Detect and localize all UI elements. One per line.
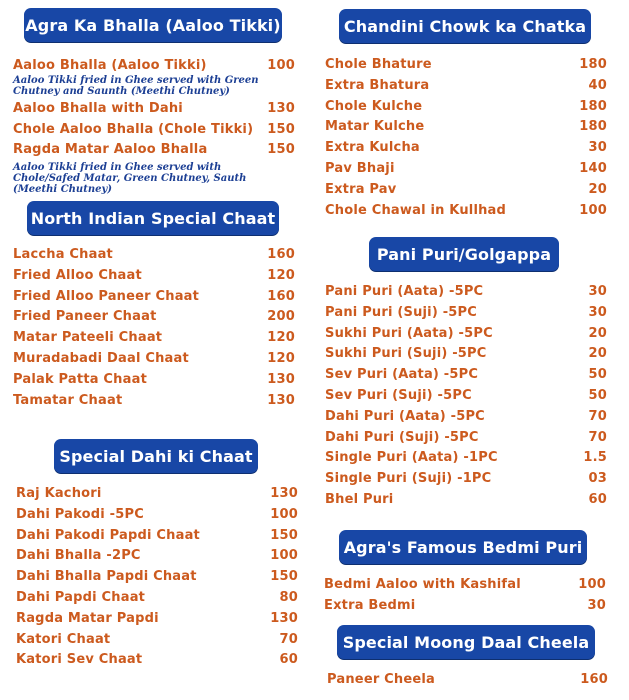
menu-item bbox=[13, 266, 295, 287]
item-name: Extra Pav bbox=[325, 181, 397, 197]
item-name: Dahi Pakodi Papdi Chaat bbox=[16, 527, 200, 543]
section-chandini-chowk bbox=[325, 55, 607, 221]
item-name: Muradabadi Daal Chaat bbox=[13, 350, 189, 366]
item-name: Extra Bedmi bbox=[324, 597, 416, 613]
item-description: Aaloo Tikki fried in Ghee served with Green Chutney and Saunth (Meethi Chutney) bbox=[13, 74, 259, 97]
item-name: Fried Alloo Paneer Chaat bbox=[13, 288, 200, 304]
section-header-agra-bhalla: Agra Ka Bhalla (Aaloo Tikki) bbox=[24, 8, 282, 42]
item-price: 30 bbox=[588, 140, 607, 156]
item-price: 120 bbox=[267, 267, 295, 283]
menu-item bbox=[325, 469, 607, 490]
item-name: Matar Kulche bbox=[325, 119, 425, 135]
menu-item bbox=[16, 484, 298, 505]
item-name: Pani Puri (Aata) -5PC bbox=[325, 284, 484, 299]
section-moong-cheela bbox=[327, 670, 608, 691]
item-name: Chole Aaloo Bhalla (Chole Tikki) bbox=[13, 121, 254, 137]
menu-item bbox=[325, 180, 607, 201]
section-header-moong-cheela: Special Moong Daal Cheela bbox=[337, 625, 595, 659]
item-price: 160 bbox=[580, 672, 608, 687]
item-name: Matar Pateeli Chaat bbox=[13, 330, 163, 346]
item-price: 1.5 bbox=[583, 450, 607, 466]
menu-item bbox=[325, 76, 607, 97]
item-name: Single Puri (Suji) -1PC bbox=[325, 471, 492, 487]
item-price: 40 bbox=[588, 77, 607, 93]
menu-item bbox=[16, 546, 298, 567]
section-north-indian bbox=[13, 245, 295, 411]
item-price: 160 bbox=[267, 247, 295, 262]
item-price: 160 bbox=[267, 288, 295, 304]
menu-item bbox=[16, 526, 298, 547]
item-price: 03 bbox=[588, 471, 607, 487]
item-price: 70 bbox=[279, 631, 298, 647]
item-name: Dahi Bhalla -2PC bbox=[16, 548, 141, 564]
item-price: 70 bbox=[588, 429, 607, 445]
menu-item bbox=[325, 117, 607, 138]
item-name: Dahi Pakodi -5PC bbox=[16, 506, 144, 522]
item-price: 100 bbox=[578, 577, 606, 592]
item-name: Dahi Puri (Aata) -5PC bbox=[325, 408, 485, 424]
menu-item bbox=[13, 349, 295, 370]
item-price: 60 bbox=[279, 652, 298, 668]
item-price: 80 bbox=[279, 589, 298, 605]
item-price: 120 bbox=[267, 350, 295, 366]
item-name: Single Puri (Aata) -1PC bbox=[325, 450, 498, 466]
item-price: 180 bbox=[579, 57, 607, 72]
menu-item bbox=[16, 630, 298, 651]
item-price: 150 bbox=[270, 569, 298, 585]
menu-item bbox=[325, 428, 607, 449]
menu-item bbox=[13, 307, 295, 328]
item-price: 100 bbox=[270, 506, 298, 522]
menu-item bbox=[324, 596, 606, 617]
menu-item bbox=[16, 650, 298, 671]
section-bedmi-puri bbox=[324, 575, 606, 617]
item-price: 120 bbox=[267, 330, 295, 346]
menu-item bbox=[325, 159, 607, 180]
item-price: 150 bbox=[267, 142, 295, 158]
item-price: 50 bbox=[588, 367, 607, 383]
item-price: 30 bbox=[588, 304, 607, 320]
menu-item bbox=[16, 588, 298, 609]
menu-item bbox=[13, 245, 295, 266]
section-pani-puri bbox=[325, 282, 607, 511]
item-price: 100 bbox=[270, 548, 298, 564]
menu-item bbox=[324, 575, 606, 596]
menu-item bbox=[325, 282, 607, 303]
item-name: Fried Alloo Chaat bbox=[13, 267, 142, 283]
item-name: Paneer Cheela bbox=[327, 672, 436, 687]
item-price: 130 bbox=[270, 610, 298, 626]
menu-item bbox=[16, 567, 298, 588]
menu-item bbox=[325, 344, 607, 365]
item-price: 200 bbox=[267, 309, 295, 325]
menu-item bbox=[13, 287, 295, 308]
item-name: Raj Kachori bbox=[16, 486, 102, 501]
item-name: Chole Kulche bbox=[325, 98, 423, 114]
item-name: Fried Paneer Chaat bbox=[13, 309, 157, 325]
item-name: Dahi Bhalla Papdi Chaat bbox=[16, 569, 197, 585]
item-price: 60 bbox=[588, 491, 607, 507]
menu-item bbox=[325, 138, 607, 159]
menu-item bbox=[13, 391, 295, 412]
item-name: Ragda Matar Papdi bbox=[16, 610, 159, 626]
item-name: Katori Sev Chaat bbox=[16, 652, 143, 668]
item-price: 20 bbox=[588, 346, 607, 362]
item-name: Katori Chaat bbox=[16, 631, 111, 647]
item-price: 150 bbox=[267, 121, 295, 137]
item-name: Ragda Matar Aaloo Bhalla bbox=[13, 142, 208, 158]
item-name: Laccha Chaat bbox=[13, 247, 113, 262]
item-price: 30 bbox=[587, 597, 606, 613]
section-agra-bhalla bbox=[13, 56, 295, 197]
item-name: Dahi Papdi Chaat bbox=[16, 589, 146, 605]
item-price: 180 bbox=[579, 98, 607, 114]
item-name: Aaloo Bhalla (Aaloo Tikki) bbox=[13, 58, 207, 73]
item-price: 150 bbox=[270, 527, 298, 543]
section-header-north-indian: North Indian Special Chaat bbox=[27, 201, 279, 235]
item-price: 130 bbox=[267, 100, 295, 116]
item-price: 30 bbox=[588, 284, 607, 299]
menu-item bbox=[325, 97, 607, 118]
menu-item bbox=[13, 328, 295, 349]
item-price: 20 bbox=[588, 181, 607, 197]
item-price: 180 bbox=[579, 119, 607, 135]
menu-item bbox=[325, 303, 607, 324]
menu-item bbox=[325, 386, 607, 407]
section-dahi-chaat bbox=[16, 484, 298, 671]
item-name: Sev Puri (Aata) -5PC bbox=[325, 367, 479, 383]
item-name: Extra Kulcha bbox=[325, 140, 420, 156]
item-name: Dahi Puri (Suji) -5PC bbox=[325, 429, 479, 445]
item-price: 50 bbox=[588, 387, 607, 403]
menu-item bbox=[16, 505, 298, 526]
item-name: Tamatar Chaat bbox=[13, 392, 123, 408]
menu-item bbox=[325, 490, 607, 511]
item-price: 100 bbox=[267, 58, 295, 73]
item-price: 130 bbox=[267, 371, 295, 387]
menu-item bbox=[325, 201, 607, 222]
menu-item bbox=[325, 448, 607, 469]
menu-item bbox=[325, 55, 607, 76]
menu-item bbox=[13, 140, 295, 161]
item-name: Aaloo Bhalla with Dahi bbox=[13, 100, 183, 116]
menu-item bbox=[13, 56, 295, 77]
item-name: Chole Bhature bbox=[325, 57, 432, 72]
section-header-bedmi-puri: Agra's Famous Bedmi Puri bbox=[339, 530, 587, 564]
item-name: Sukhi Puri (Aata) -5PC bbox=[325, 325, 493, 341]
menu-item bbox=[325, 407, 607, 428]
menu-item bbox=[327, 670, 608, 691]
item-name: Pav Bhaji bbox=[325, 160, 395, 176]
section-header-dahi-chaat: Special Dahi ki Chaat bbox=[54, 439, 258, 473]
item-price: 70 bbox=[588, 408, 607, 424]
menu-item bbox=[13, 120, 295, 141]
item-name: Bedmi Aaloo with Kashifal bbox=[324, 577, 521, 592]
menu-item bbox=[325, 365, 607, 386]
item-price: 130 bbox=[270, 486, 298, 501]
menu-item bbox=[16, 609, 298, 630]
item-price: 140 bbox=[579, 160, 607, 176]
menu-item bbox=[13, 99, 295, 120]
section-header-pani-puri: Pani Puri/Golgappa bbox=[369, 237, 559, 271]
menu-item bbox=[13, 370, 295, 391]
item-price: 20 bbox=[588, 325, 607, 341]
item-name: Sukhi Puri (Suji) -5PC bbox=[325, 346, 487, 362]
item-price: 130 bbox=[267, 392, 295, 408]
section-header-chandini-chowk: Chandini Chowk ka Chatka bbox=[339, 9, 591, 43]
item-description: Aaloo Tikki fried in Ghee served with Chole/Safed Matar, Green Chutney, Sauth (Meethi Chutney) bbox=[13, 162, 247, 196]
item-name: Pani Puri (Suji) -5PC bbox=[325, 304, 478, 320]
item-name: Extra Bhatura bbox=[325, 77, 430, 93]
item-name: Sev Puri (Suji) -5PC bbox=[325, 387, 472, 403]
item-name: Chole Chawal in Kullhad bbox=[325, 202, 507, 218]
item-name: Palak Patta Chaat bbox=[13, 371, 147, 387]
item-name: Bhel Puri bbox=[325, 491, 394, 507]
item-price: 100 bbox=[579, 202, 607, 218]
menu-item bbox=[325, 324, 607, 345]
